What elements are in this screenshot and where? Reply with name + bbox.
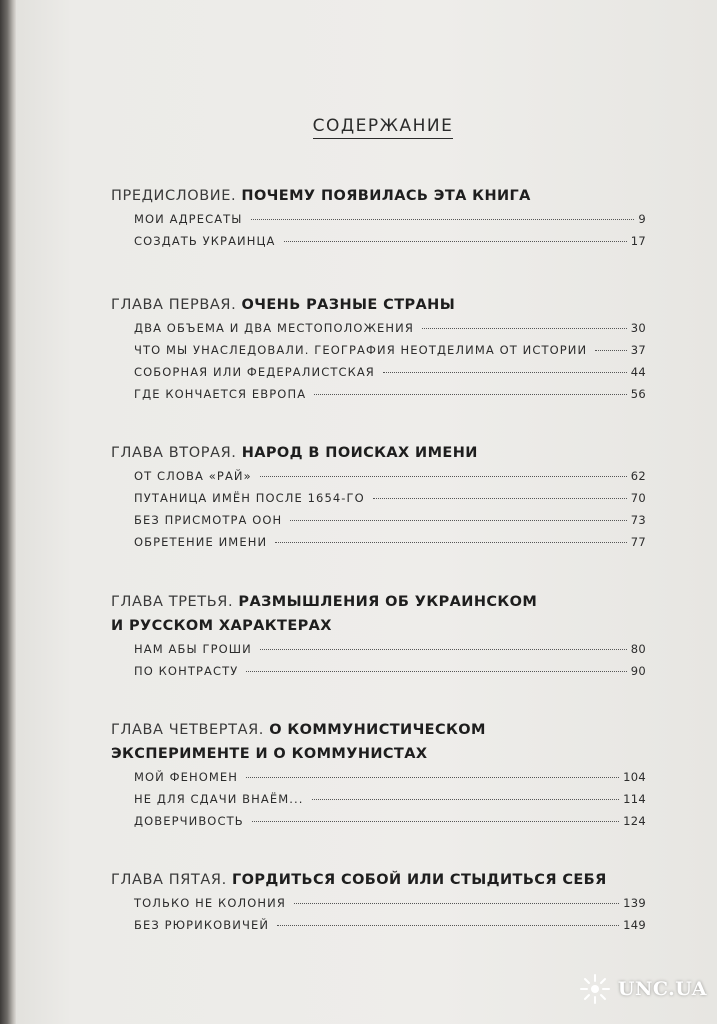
entry-page-number: 80 <box>630 642 646 656</box>
entry-title: ОТ СЛОВА «РАЙ» <box>134 469 252 483</box>
entry-title: ДВА ОБЪЕМА И ДВА МЕСТОПОЛОЖЕНИЯ <box>134 321 414 335</box>
entry-page-number: 62 <box>630 469 646 483</box>
chapter-name: РАЗМЫШЛЕНИЯ ОБ УКРАИНСКОМ <box>238 594 538 610</box>
dot-leader <box>251 219 635 220</box>
toc-entry[interactable] <box>134 343 646 365</box>
dot-leader <box>275 542 627 543</box>
toc-title-text: СОДЕРЖАНИЕ <box>313 116 454 139</box>
dot-leader <box>260 649 627 650</box>
chapter-5 <box>111 868 651 940</box>
entry-page-number: 17 <box>630 234 646 248</box>
page-title <box>16 116 717 136</box>
chapter-name: О КОММУНИСТИЧЕСКОМ <box>269 722 486 738</box>
entry-page-number: 70 <box>630 491 646 505</box>
watermark-text: UNC.UA <box>617 978 707 1000</box>
dot-leader <box>373 498 627 499</box>
toc-entry[interactable] <box>134 234 646 256</box>
chapter-name-line-2: ЭКСПЕРИМЕНТЕ И О КОММУНИСТАХ <box>111 746 428 762</box>
chapter-heading <box>111 590 651 638</box>
toc-entry[interactable] <box>134 212 646 234</box>
entry-page-number: 73 <box>630 513 646 527</box>
entry-page-number: 149 <box>623 918 646 932</box>
chapter-prefix: ГЛАВА ВТОРАЯ. <box>111 445 237 461</box>
chapter-name: НАРОД В ПОИСКАХ ИМЕНИ <box>241 445 478 461</box>
chapter-heading <box>111 718 651 766</box>
chapter-prefix: ГЛАВА ПЯТАЯ. <box>111 872 227 888</box>
entry-page-number: 124 <box>623 814 646 828</box>
toc-entry[interactable] <box>134 321 646 343</box>
dot-leader <box>284 241 627 242</box>
entry-page-number: 9 <box>638 212 646 226</box>
entry-title: НАМ АБЫ ГРОШИ <box>134 642 252 656</box>
chapter-heading <box>111 868 651 892</box>
chapter-3 <box>111 590 651 686</box>
entry-page-number: 77 <box>630 535 646 549</box>
chapter-heading <box>111 184 651 208</box>
sunburst-logo-icon <box>578 972 612 1006</box>
toc-entry[interactable] <box>134 770 646 792</box>
toc-entry[interactable] <box>134 535 646 557</box>
dot-leader <box>314 394 627 395</box>
entry-title: ГДЕ КОНЧАЕТСЯ ЕВРОПА <box>134 387 307 401</box>
chapter-heading <box>111 293 651 317</box>
toc-entry[interactable] <box>134 792 646 814</box>
chapter-prefix: ГЛАВА ПЕРВАЯ. <box>111 297 237 313</box>
entry-title: ПО КОНТРАСТУ <box>134 664 239 678</box>
toc-entry[interactable] <box>134 469 646 491</box>
chapter-2 <box>111 441 651 557</box>
chapter-prefix: ГЛАВА ЧЕТВЕРТАЯ. <box>111 722 265 738</box>
toc-entry[interactable] <box>134 664 646 686</box>
dot-leader <box>312 799 620 800</box>
entry-page-number: 90 <box>630 664 646 678</box>
toc-entry[interactable] <box>134 491 646 513</box>
toc-entry[interactable] <box>134 513 646 535</box>
dot-leader <box>294 903 619 904</box>
entry-title: ТОЛЬКО НЕ КОЛОНИЯ <box>134 896 286 910</box>
entry-page-number: 56 <box>630 387 646 401</box>
chapter-name: ОЧЕНЬ РАЗНЫЕ СТРАНЫ <box>241 297 456 313</box>
dot-leader <box>252 821 619 822</box>
chapter-name-line-2: И РУССКОМ ХАРАКТЕРАХ <box>111 618 332 634</box>
toc-entry[interactable] <box>134 642 646 664</box>
entry-page-number: 44 <box>630 365 646 379</box>
dot-leader <box>277 925 619 926</box>
chapter-preface <box>111 184 651 256</box>
chapter-name: ПОЧЕМУ ПОЯВИЛАСЬ ЭТА КНИГА <box>241 188 531 204</box>
chapter-prefix: ПРЕДИСЛОВИЕ. <box>111 188 237 204</box>
dot-leader <box>383 372 627 373</box>
entry-title: СОЗДАТЬ УКРАИНЦА <box>134 234 276 248</box>
entry-title: СОБОРНАЯ ИЛИ ФЕДЕРАЛИСТСКАЯ <box>134 365 375 379</box>
chapter-4 <box>111 718 651 836</box>
entry-page-number: 114 <box>623 792 646 806</box>
toc-entry[interactable] <box>134 896 646 918</box>
entry-page-number: 30 <box>630 321 646 335</box>
entry-title: НЕ ДЛЯ СДАЧИ ВНАЁМ... <box>134 792 304 806</box>
entry-title: МОЙ ФЕНОМЕН <box>134 770 239 784</box>
dot-leader <box>290 520 626 521</box>
entry-title: ДОВЕРЧИВОСТЬ <box>134 814 244 828</box>
toc-entry[interactable] <box>134 918 646 940</box>
entry-title: БЕЗ РЮРИКОВИЧЕЙ <box>134 918 270 932</box>
book-binding-edge <box>0 0 16 1024</box>
dot-leader <box>422 328 627 329</box>
book-page <box>16 0 717 1024</box>
watermark <box>578 972 707 1006</box>
toc-entry[interactable] <box>134 814 646 836</box>
chapter-1 <box>111 293 651 409</box>
chapter-name: ГОРДИТЬСЯ СОБОЙ ИЛИ СТЫДИТЬСЯ СЕБЯ <box>232 872 607 888</box>
entry-page-number: 104 <box>623 770 646 784</box>
toc-entry[interactable] <box>134 365 646 387</box>
entry-title: БЕЗ ПРИСМОТРА ООН <box>134 513 283 527</box>
entry-title: ПУТАНИЦА ИМЁН ПОСЛЕ 1654-ГО <box>134 491 365 505</box>
dot-leader <box>595 350 627 351</box>
chapter-prefix: ГЛАВА ТРЕТЬЯ. <box>111 594 234 610</box>
chapter-heading <box>111 441 651 465</box>
entry-title: ОБРЕТЕНИЕ ИМЕНИ <box>134 535 268 549</box>
entry-title: ЧТО МЫ УНАСЛЕДОВАЛИ. ГЕОГРАФИЯ НЕОТДЕЛИМА ОТ ИСТОРИИ <box>134 343 588 357</box>
entry-title: МОИ АДРЕСАТЫ <box>134 212 243 226</box>
entry-page-number: 37 <box>630 343 646 357</box>
entry-page-number: 139 <box>623 896 646 910</box>
toc-entry[interactable] <box>134 387 646 409</box>
dot-leader <box>246 777 619 778</box>
dot-leader <box>246 671 626 672</box>
dot-leader <box>260 476 627 477</box>
